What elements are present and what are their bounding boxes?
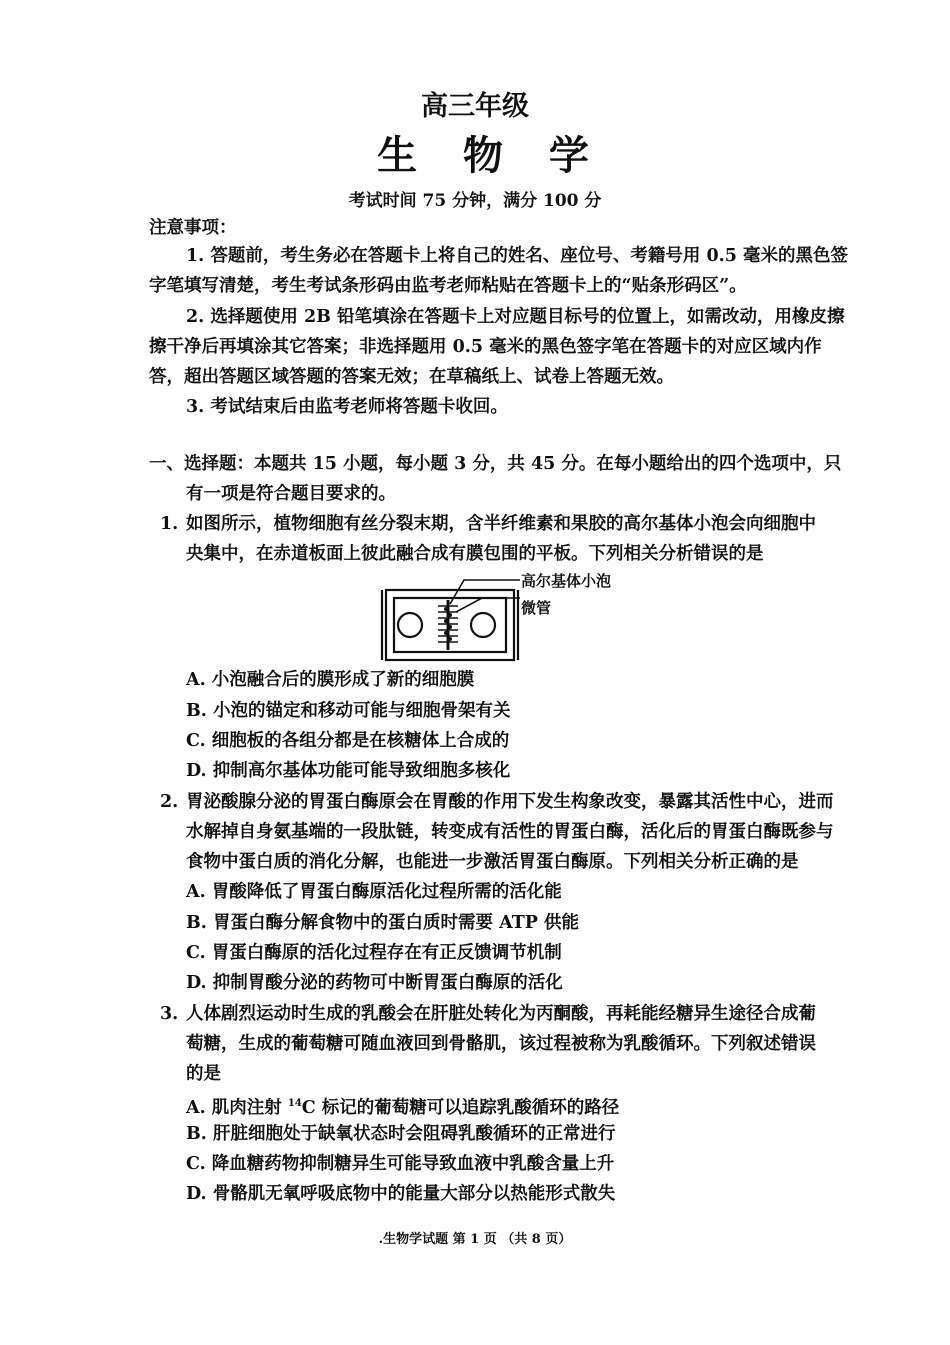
question-2-option-d: D. 抑制胃酸分泌的药物可中断胃蛋白酶原的活化 xyxy=(186,973,563,993)
grade-title: 高三年级 xyxy=(421,91,529,122)
question-2-option-a: A. 胃酸降低了胃蛋白酶原活化过程所需的活化能 xyxy=(186,882,562,902)
question-3-option-b: B. 肝脏细胞处于缺氧状态时会阻碍乳酸循环的正常进行 xyxy=(186,1124,616,1144)
exam-time-info: 考试时间 75 分钟，满分 100 分 xyxy=(348,191,602,211)
question-1-number: 1. xyxy=(160,514,179,534)
question-2-option-b: B. 胃蛋白酶分解食物中的蛋白质时需要 ATP 供能 xyxy=(186,913,579,933)
question-1-option-a: A. 小泡融合后的膜形成了新的细胞膜 xyxy=(186,670,475,690)
question-3-number: 3. xyxy=(160,1004,179,1024)
question-2-line-3: 食物中蛋白质的消化分解，也能进一步激活胃蛋白酶原。下列相关分析正确的是 xyxy=(186,852,799,872)
question-1-option-c: C. 细胞板的各组分都是在核糖体上合成的 xyxy=(186,731,510,751)
question-1-line-1: 如图所示，植物细胞有丝分裂末期，含半纤维素和果胶的高尔基体小泡会向细胞中 xyxy=(186,514,816,534)
vesicle-pointer-line xyxy=(450,580,520,604)
label-microtubule: 微管 xyxy=(521,599,552,617)
note-2-line-2: 擦干净后再填涂其它答案；非选择题用 0.5 毫米的黑色签字笔在答题卡的对应区域内作 xyxy=(149,337,822,357)
option-a-text: C 标记的葡萄糖可以追踪乳酸循环的路径 xyxy=(301,1097,620,1118)
question-3-line-2: 萄糖，生成的葡萄糖可随血液回到骨骼肌，该过程被称为乳酸循环。下列叙述错误 xyxy=(186,1034,816,1054)
microtubules xyxy=(438,606,458,642)
isotope-mass-number: 14 xyxy=(287,1098,302,1109)
right-nucleus xyxy=(471,613,495,637)
question-1-option-d: D. 抑制高尔基体功能可能导致细胞多核化 xyxy=(186,761,511,781)
question-2-line-1: 胃泌酸腺分泌的胃蛋白酶原会在胃酸的作用下发生构象改变，暴露其活性中心，进而 xyxy=(186,792,834,812)
question-2-number: 2. xyxy=(160,792,179,812)
note-1-line-2: 字笔填写清楚，考生考试条形码由监考老师粘贴在答题卡上的“贴条形码区”。 xyxy=(149,276,747,296)
left-nucleus xyxy=(398,613,422,637)
note-2-line-1: 2. 选择题使用 2B 铅笔填涂在答题卡上对应题目标号的位置上，如需改动，用橡皮擦 xyxy=(186,307,845,327)
question-1-option-b: B. 小泡的锚定和移动可能与细胞骨架有关 xyxy=(186,701,511,721)
note-1-line-1: 1. 答题前，考生务必在答题卡上将自己的姓名、座位号、考籍号用 0.5 毫米的黑色签 xyxy=(186,246,848,266)
option-a-prefix: A. 肌肉注射 xyxy=(186,1097,288,1118)
question-3-option-d: D. 骨骼肌无氧呼吸底物中的能量大部分以热能形式散失 xyxy=(186,1184,616,1204)
question-2-option-c: C. 胃蛋白酶原的活化过程存在有正反馈调节机制 xyxy=(186,943,562,963)
note-2-line-3: 答，超出答题区域答题的答案无效；在草稿纸上、试卷上答题无效。 xyxy=(149,367,674,387)
question-1-line-2: 央集中，在赤道板面上彼此融合成有膜包围的平板。下列相关分析错误的是 xyxy=(186,544,764,564)
question-3-line-3: 的是 xyxy=(186,1064,221,1084)
note-3: 3. 考试结束后由监考老师将答题卡收回。 xyxy=(186,397,508,417)
subject-title: 生 物 学 xyxy=(377,132,605,179)
question-3-line-1: 人体剧烈运动时生成的乳酸会在肝脏处转化为丙酮酸，再耗能经糖异生途径合成葡 xyxy=(186,1004,816,1024)
section-1-title-cont: 有一项是符合题目要求的。 xyxy=(186,484,396,504)
question-3-option-c: C. 降血糖药物抑制糖异生可能导致血液中乳酸含量上升 xyxy=(186,1154,615,1174)
notes-title: 注意事项： xyxy=(149,218,237,238)
section-1-title: 一、选择题：本题共 15 小题，每小题 3 分，共 45 分。在每小题给出的四个选项中，只 xyxy=(149,454,842,474)
label-golgi-vesicle: 高尔基体小泡 xyxy=(521,572,612,590)
question-3-option-a xyxy=(186,1092,619,1120)
microtubule-pointer-line xyxy=(456,598,520,612)
page-footer: .生物学试题 第 1 页 （共 8 页） xyxy=(378,1232,572,1247)
question-2-line-2: 水解掉自身氨基端的一段肽链，转变成有活性的胃蛋白酶，活化后的胃蛋白酶既参与 xyxy=(186,822,834,842)
